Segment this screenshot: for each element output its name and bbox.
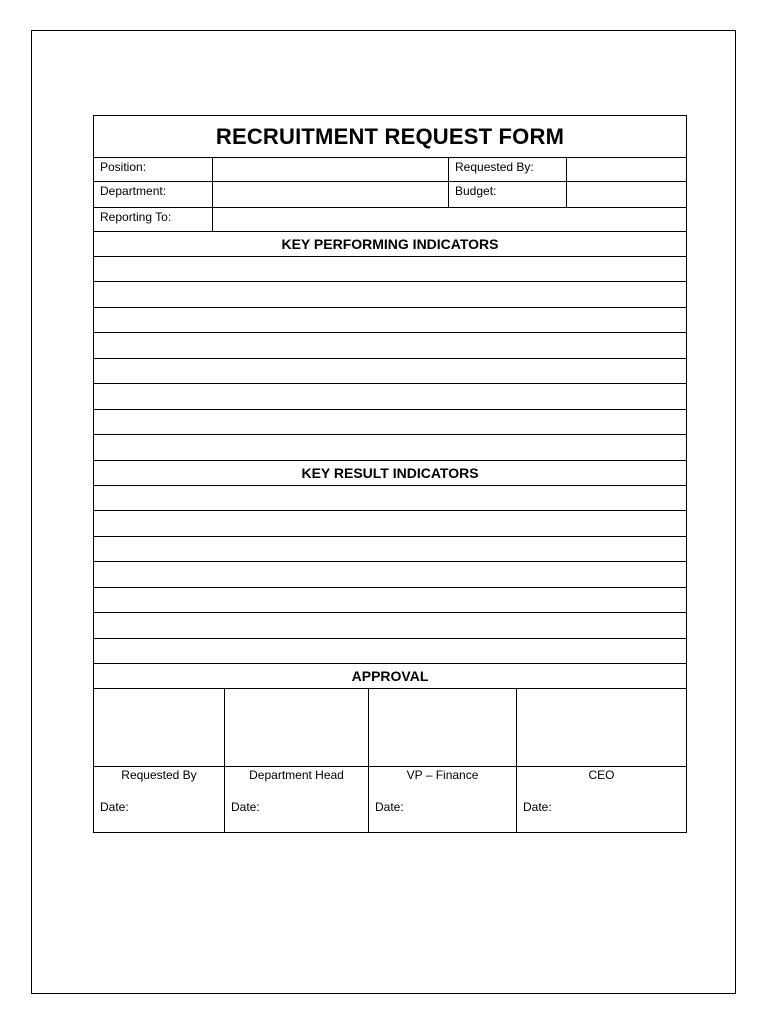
- kpi-row[interactable]: [94, 256, 686, 281]
- role-cell-requested-by: [94, 767, 224, 832]
- budget-label: Budget:: [448, 182, 566, 207]
- kri-row[interactable]: [94, 587, 686, 612]
- position-field[interactable]: [212, 158, 448, 181]
- date-label: Date:: [375, 800, 404, 814]
- kri-row[interactable]: [94, 536, 686, 561]
- kpi-row[interactable]: [94, 358, 686, 383]
- role-row: [94, 766, 686, 832]
- reporting-to-field[interactable]: [212, 208, 686, 231]
- signature-box-requested-by[interactable]: [94, 689, 224, 766]
- reporting-to-row: [94, 207, 686, 231]
- kpi-row[interactable]: [94, 409, 686, 434]
- kri-row[interactable]: [94, 612, 686, 638]
- date-label: Date:: [523, 800, 552, 814]
- role-cell-vp-finance: [368, 767, 516, 832]
- position-row: [94, 157, 686, 181]
- signature-box-ceo[interactable]: [516, 689, 686, 766]
- kri-section-header: KEY RESULT INDICATORS: [94, 460, 686, 485]
- date-label: Date:: [231, 800, 260, 814]
- form-title: RECRUITMENT REQUEST FORM: [215, 123, 565, 149]
- department-field[interactable]: [212, 182, 448, 207]
- requested-by-label: Requested By:: [448, 158, 566, 181]
- kpi-section-header: KEY PERFORMING INDICATORS: [94, 231, 686, 256]
- signature-row: [94, 688, 686, 766]
- department-label: Department:: [100, 184, 167, 198]
- role-cell-department-head: [224, 767, 368, 832]
- kri-row[interactable]: [94, 510, 686, 536]
- position-label: Position:: [100, 160, 147, 174]
- department-row: [94, 181, 686, 207]
- kpi-row[interactable]: [94, 332, 686, 358]
- budget-field[interactable]: [566, 182, 686, 207]
- kpi-row[interactable]: [94, 434, 686, 460]
- role-label-department-head: Department Head: [249, 768, 344, 782]
- recruitment-form: [93, 115, 687, 833]
- kpi-row[interactable]: [94, 307, 686, 332]
- requested-by-field[interactable]: [566, 158, 686, 181]
- date-label: Date:: [100, 800, 129, 814]
- role-label-ceo: CEO: [588, 768, 615, 782]
- kri-row[interactable]: [94, 638, 686, 663]
- kri-row[interactable]: [94, 485, 686, 510]
- signature-box-department-head[interactable]: [224, 689, 368, 766]
- signature-box-vp-finance[interactable]: [368, 689, 516, 766]
- kpi-row[interactable]: [94, 281, 686, 307]
- reporting-to-label: Reporting To:: [100, 210, 172, 224]
- kpi-row[interactable]: [94, 383, 686, 409]
- kri-row[interactable]: [94, 561, 686, 587]
- role-label-requested-by: Requested By: [121, 768, 197, 782]
- role-cell-ceo: [516, 767, 686, 832]
- approval-section-header: APPROVAL: [94, 663, 686, 688]
- role-label-vp-finance: VP – Finance: [406, 768, 479, 782]
